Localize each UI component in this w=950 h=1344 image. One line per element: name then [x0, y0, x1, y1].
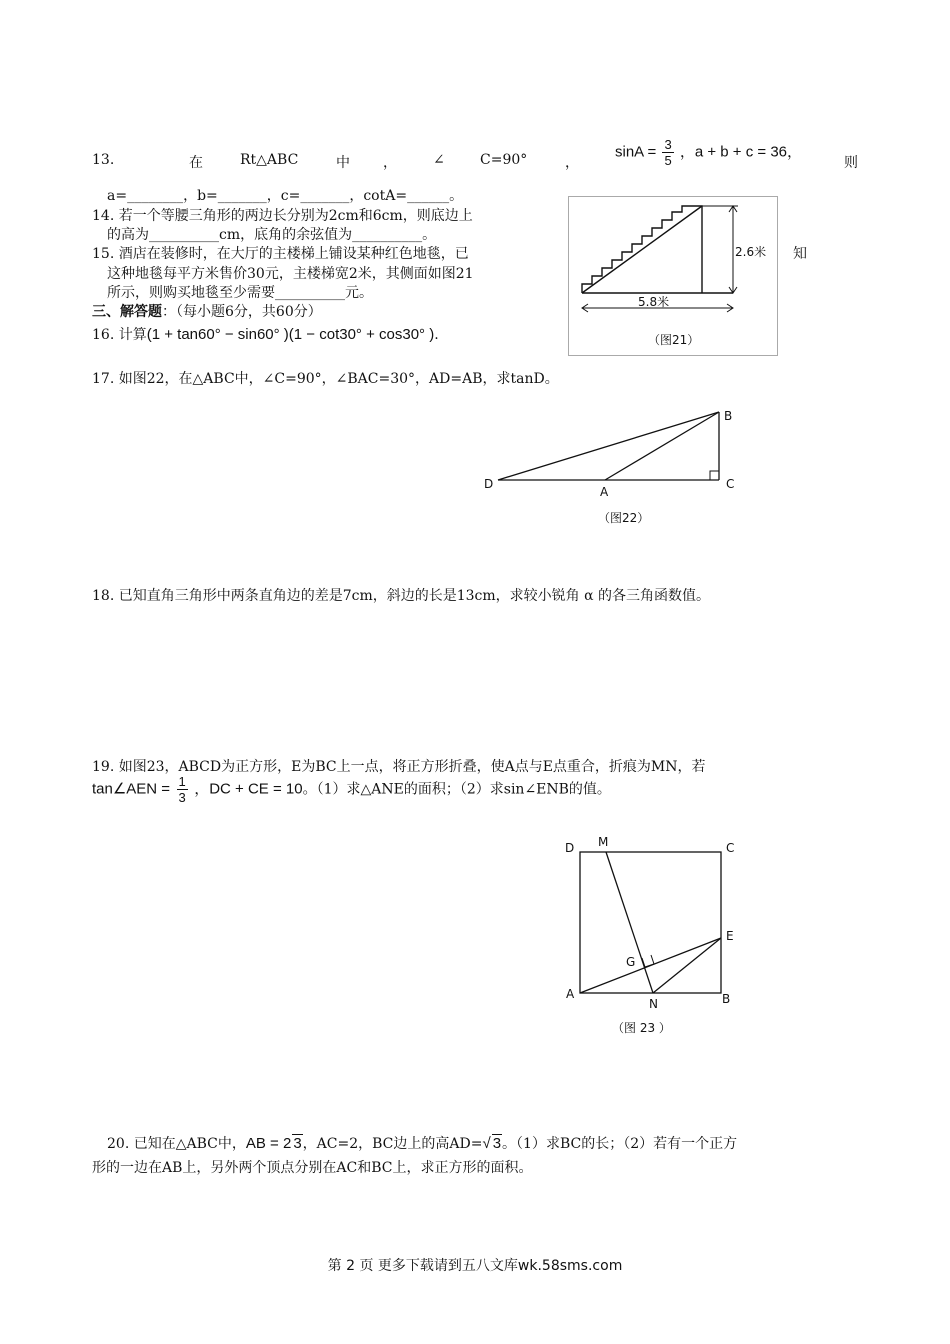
q13-fraction — [662, 138, 673, 167]
point-B: B — [722, 992, 731, 1006]
figure-23-caption: （图 23 ） — [612, 1021, 671, 1035]
q13-word: Rt△ABC — [240, 152, 299, 168]
q16 — [92, 324, 439, 344]
q20-line2: 形的一边在AB上，另外两个顶点分别在AC和BC上，求正方形的面积。 — [92, 1160, 533, 1176]
q18: 18. 已知直角三角形中两条直角边的差是7cm，斜边的长是13cm，求较小锐角 α 的各三角函数值。 — [92, 588, 711, 604]
q20-ad-root: 3 — [492, 1135, 502, 1152]
q15-line2: 这种地毯每平方米售价30元，主楼梯宽2米，其侧面如图21 — [107, 266, 474, 282]
q16-text: 16. 计算 — [92, 327, 147, 343]
q19-frac-den: 3 — [178, 790, 186, 805]
section3-title: 三、解答题 — [92, 304, 162, 320]
q14-line1: 14. 若一个等腰三角形的两边长分别为2cm和6cm，则底边上 — [92, 208, 473, 224]
q13-word: ∠ — [433, 152, 445, 168]
q13-word: 中 — [336, 155, 350, 171]
q13-blanks: a=________，b=_______，c=_______，cotA=______。 — [107, 188, 464, 204]
height-label: 2.6米 — [735, 245, 767, 259]
q19-line2 — [92, 775, 611, 804]
q13-sin-prefix: sinA = — [615, 143, 657, 161]
q13-word: 则 — [844, 155, 858, 171]
q20-start: 20. 已知在△ABC中， — [107, 1136, 246, 1152]
figure-21 — [568, 196, 778, 356]
figure-22-caption: （图22） — [598, 511, 650, 525]
point-E: E — [726, 929, 734, 943]
q20-rest: 。（1）求BC的长；（2）若有一个正方 — [502, 1136, 738, 1152]
point-C: C — [726, 841, 735, 855]
point-G: G — [626, 955, 636, 969]
point-N: N — [649, 997, 658, 1011]
q13-frac-den: 5 — [664, 153, 672, 168]
point-C: C — [726, 477, 735, 491]
q13-word: ， — [565, 155, 579, 171]
q19-tan-prefix: tan∠AEN = — [92, 780, 171, 798]
line-AB — [605, 412, 719, 480]
point-A: A — [600, 485, 609, 499]
square-ABCD — [580, 852, 721, 993]
q19-rest: 。（1）求△ANE的面积；（2）求sin∠ENB的值。 — [302, 781, 611, 798]
line-NE — [653, 938, 721, 993]
point-M: M — [598, 835, 609, 849]
q13-sum-expr: ，a + b + c = 36， — [679, 143, 803, 161]
figure-23 — [560, 832, 750, 1042]
section3-note: ：（每小题6分，共60分） — [162, 304, 322, 320]
q13-frac-num: 3 — [664, 137, 672, 152]
point-D: D — [565, 841, 575, 855]
figure-22 — [480, 404, 740, 534]
q14-line2: 的高为__________cm，底角的余弦值为__________。 — [107, 227, 437, 243]
point-B: B — [724, 409, 733, 423]
q15-tail: 知 — [793, 246, 807, 262]
q13-sin-formula — [615, 138, 802, 167]
q15-line1: 15. 酒店在装修时，在大厅的主楼梯上铺设某种红色地毯，已 — [92, 246, 469, 262]
q13-word: C=90° — [480, 152, 528, 168]
q20-ab-expr: AB = 2 — [245, 1135, 292, 1152]
point-A: A — [566, 987, 575, 1001]
q16-expression: (1 + tan60° − sin60° )(1 − cot30° + cos30° ) — [146, 326, 435, 343]
q19-fraction — [177, 775, 188, 804]
q19-sum: ，DC + CE = 10 — [194, 780, 303, 798]
q13-word: 在 — [189, 155, 203, 171]
stair-slope — [582, 206, 702, 293]
q13-word: ， — [383, 155, 397, 171]
figure-21-caption: （图21） — [648, 333, 700, 347]
q19-frac-num: 1 — [178, 774, 186, 789]
section3-heading — [92, 301, 322, 321]
page-footer: 第 2 页 更多下载请到五八文库wk.58sms.com — [327, 1258, 623, 1274]
q19-line1: 19. 如图23，ABCD为正方形，E为BC上一点，将正方形折叠，使A点与E点重合，折痕为MN，若 — [92, 759, 706, 775]
q20-mid: ，AC=2，BC边上的高AD= — [302, 1136, 483, 1152]
q16-end: . — [434, 327, 439, 343]
width-label: 5.8米 — [638, 295, 670, 309]
q20-line1: 20. 已知在△ABC中，AB = 2 3，AC=2，BC边上的高AD=√ 3。（1）求BC的长；（2）若有一个正方 — [107, 1135, 738, 1152]
q15-line3: 所示，则购买地毯至少需要__________元。 — [107, 285, 373, 301]
crease-MN — [606, 852, 653, 993]
right-angle-mark — [710, 471, 719, 480]
line-DB — [498, 412, 719, 480]
q20-ab-root: 3 — [293, 1135, 302, 1152]
q17: 17. 如图22，在△ABC中，∠C=90°，∠BAC=30°，AD=AB，求tanD。 — [92, 371, 559, 387]
point-D: D — [484, 477, 494, 491]
q13-number: 13. — [92, 152, 115, 168]
